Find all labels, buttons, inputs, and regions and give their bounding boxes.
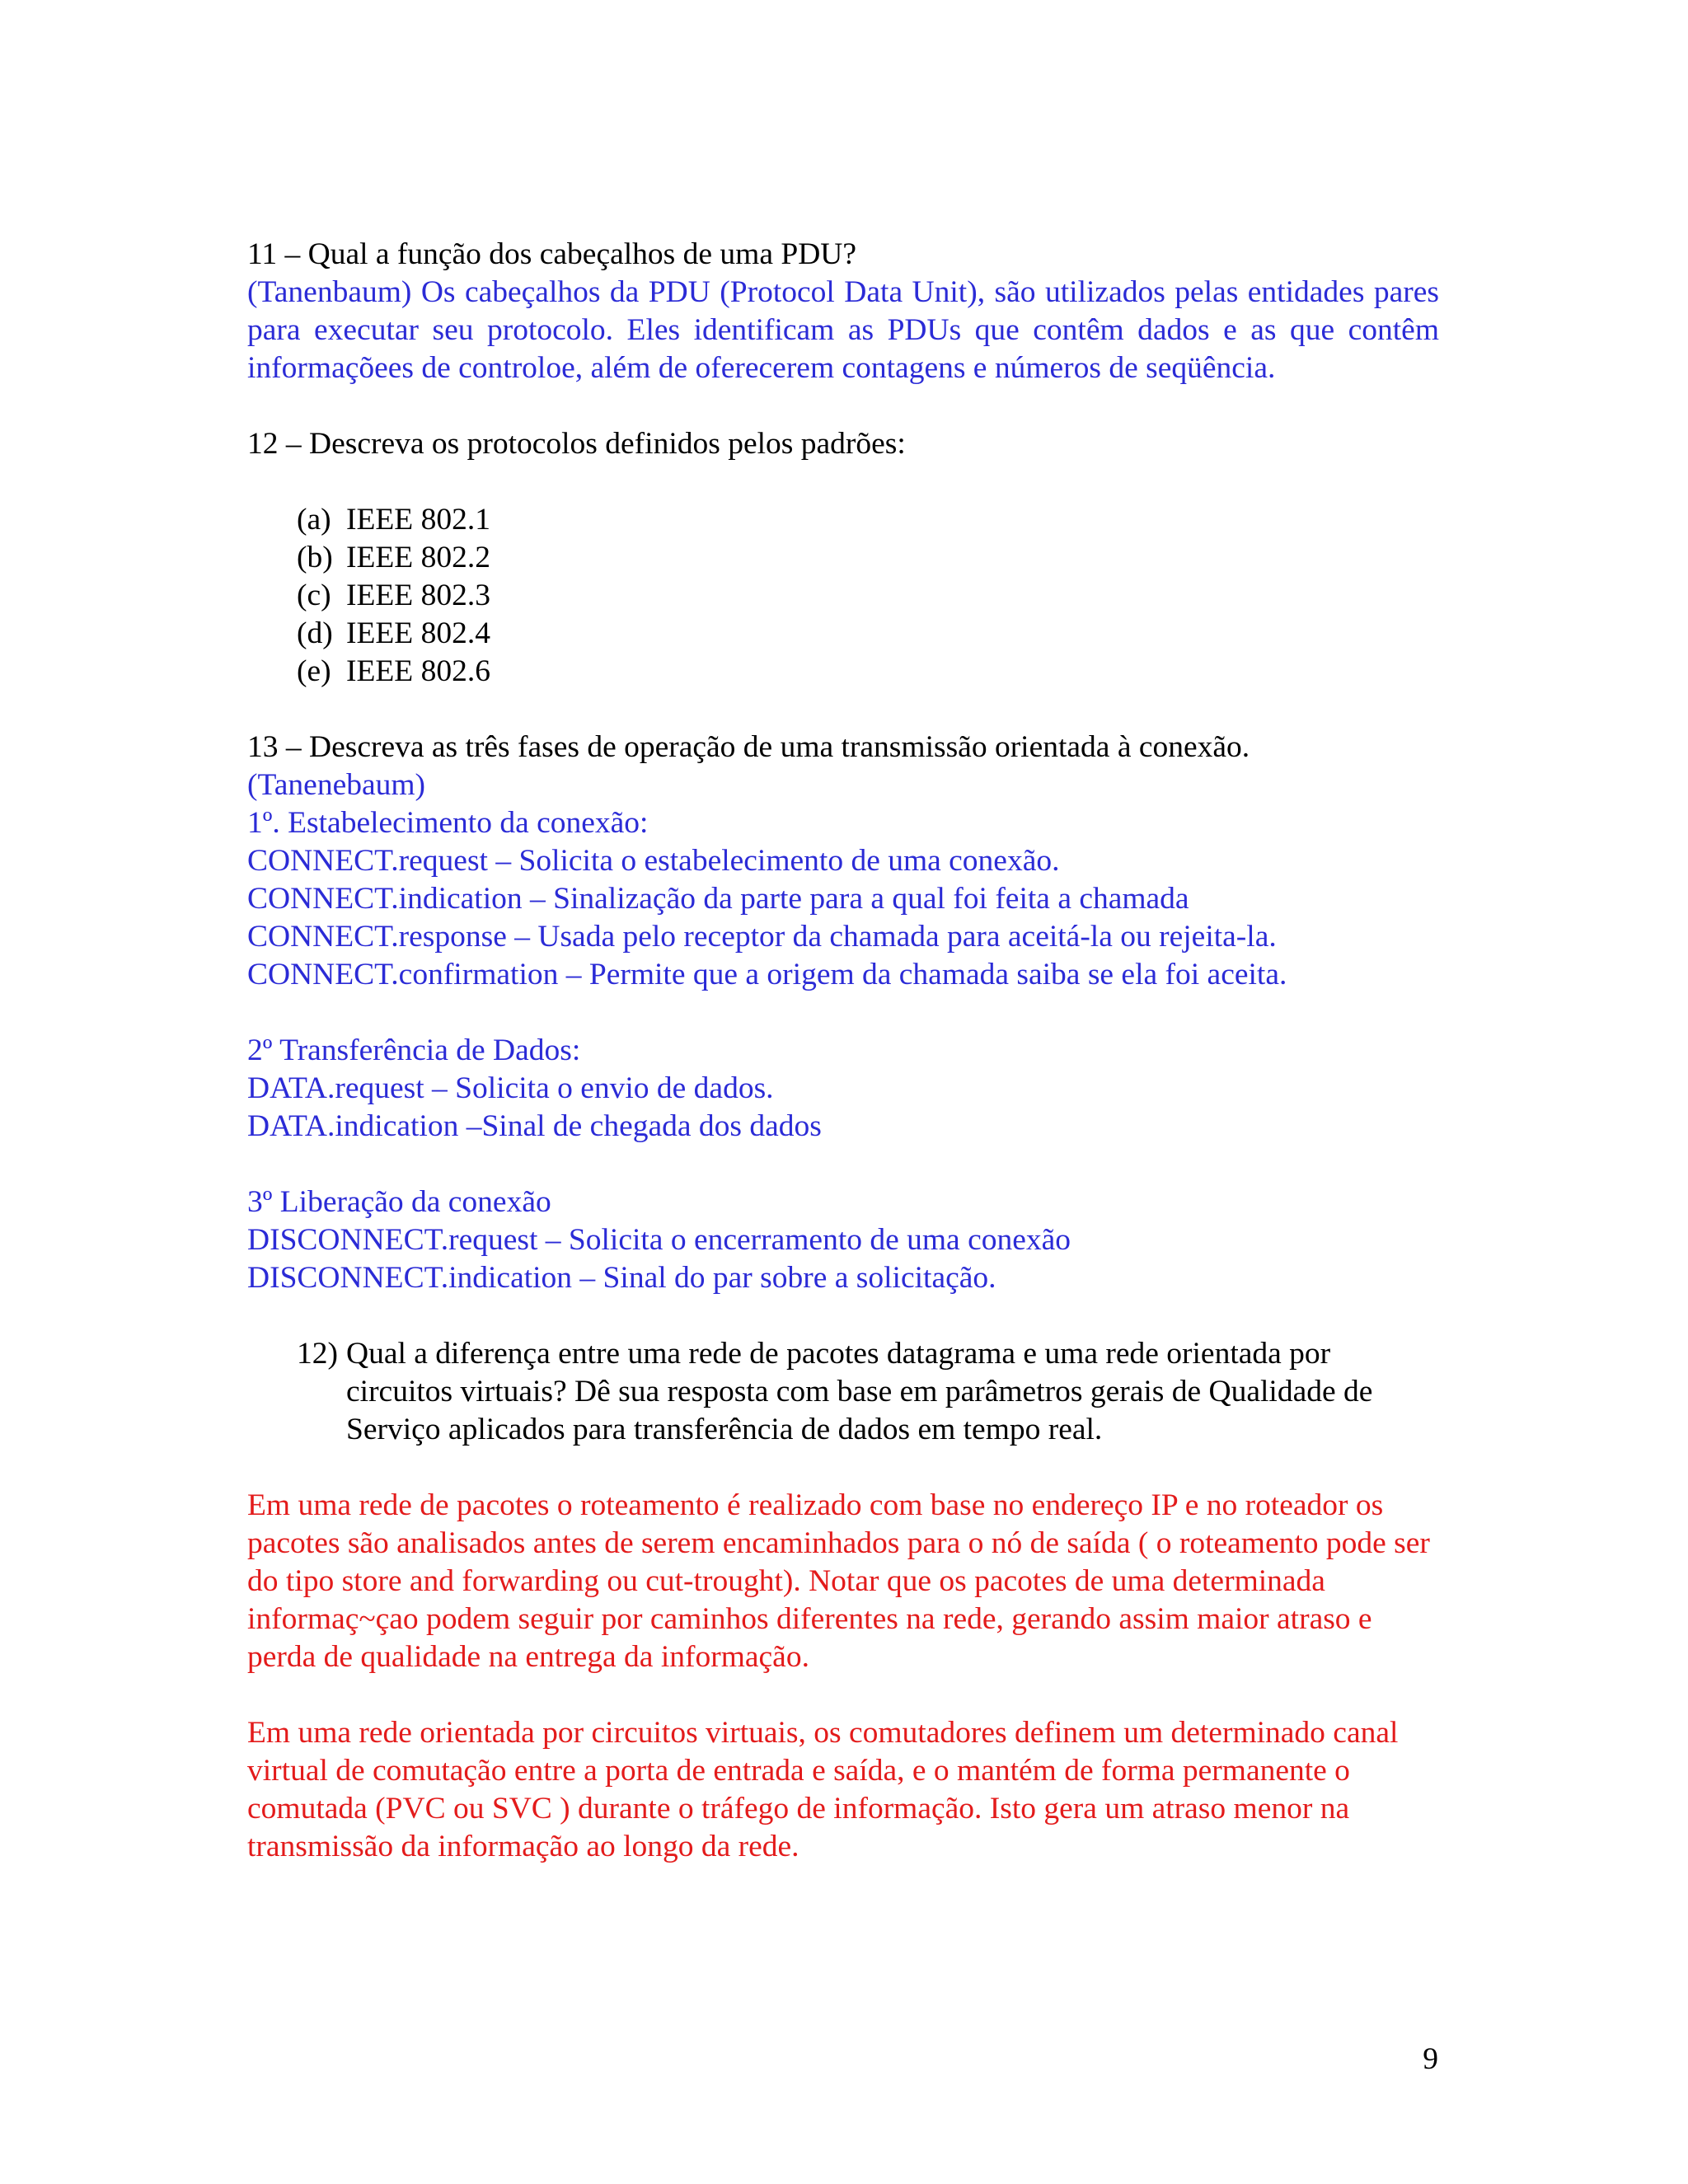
q12b-answer-1: Em uma rede de pacotes o roteamento é realizado com base no endereço IP e no roteador os pacotes são analisados antes de serem encaminhados para o nó de saída ( o roteamento pode ser do tipo store and forwarding ou cut-trought). Notar que os pacotes de uma determinada informaç~çao podem seguir por caminhos diferentes na rede, gerando assim maior atraso e perda de qualidade na entrega da informação. — [247, 1488, 1430, 1674]
page-number: 9 — [1423, 2042, 1438, 2076]
phase1-line: CONNECT.request – Solicita o estabelecimento de uma conexão. — [247, 844, 1060, 878]
phase1-title: 1º. Estabelecimento da conexão: — [247, 806, 649, 840]
phase2-title: 2º Transferência de Dados: — [247, 1033, 581, 1067]
list-item — [297, 539, 1439, 577]
list-item — [297, 615, 1439, 653]
list-item — [297, 653, 1439, 691]
q12-question: 12 – Descreva os protocolos definidos pelos padrões: — [247, 427, 906, 461]
spacer — [247, 691, 1439, 729]
list-item-label: (d) — [297, 616, 333, 650]
spacer — [247, 1676, 1439, 1714]
spacer — [247, 1146, 1439, 1183]
list-item-label: (e) — [297, 654, 331, 688]
spacer — [247, 463, 1439, 501]
list-item-text: IEEE 802.4 — [346, 616, 490, 650]
spacer — [247, 1297, 1439, 1335]
list-item-label: (a) — [297, 503, 331, 537]
spacer — [247, 1449, 1439, 1487]
spacer — [247, 387, 1439, 425]
phase1-line: CONNECT.response – Usada pelo receptor da chamada para aceitá-la ou rejeita-la. — [247, 920, 1277, 954]
list-item-text: IEEE 802.3 — [346, 579, 490, 612]
phase1-line: CONNECT.indication – Sinalização da parte para a qual foi feita a chamada — [247, 882, 1189, 916]
phase3-line: DISCONNECT.request – Solicita o encerramento de uma conexão — [247, 1223, 1071, 1257]
list-item-label: (c) — [297, 579, 331, 612]
phase3-title: 3º Liberação da conexão — [247, 1185, 551, 1219]
list-item — [297, 501, 1439, 539]
phase2-line: DATA.indication –Sinal de chegada dos dados — [247, 1109, 822, 1143]
q12-standards-list — [247, 501, 1439, 691]
phase2-line: DATA.request – Solicita o envio de dados. — [247, 1071, 774, 1105]
q12b-question: Qual a diferença entre uma rede de pacotes datagrama e uma rede orientada por circuitos virtuais? Dê sua resposta com base em parâmetros gerais de Qualidade de Serviço aplicados para transferência de dados em tempo real. — [346, 1337, 1373, 1446]
page-content — [247, 236, 1439, 1866]
q11-question: 11 – Qual a função dos cabeçalhos de uma PDU? — [247, 237, 856, 271]
q11-answer: (Tanenbaum) Os cabeçalhos da PDU (Protocol Data Unit), são utilizados pelas entidades pares para executar seu protocolo. Eles identificam as PDUs que contêm dados e as que contêm informaçõees de controloe, além de oferecerem contagens e números de seqüência. — [247, 275, 1439, 385]
spacer — [247, 994, 1439, 1032]
list-item-text: IEEE 802.2 — [346, 541, 490, 574]
q13-source: (Tanenebaum) — [247, 768, 426, 802]
q12b-answer-2: Em uma rede orientada por circuitos virtuais, os comutadores definem um determinado canal virtual de comutação entre a porta de entrada e saída, e o mantém de forma permanente o comutada (PVC ou SVC ) durante o tráfego de informação. Isto gera um atraso menor na transmissão da informação ao longo da rede. — [247, 1716, 1399, 1863]
list-item-text: IEEE 802.1 — [346, 503, 490, 537]
list-item-label: (b) — [297, 541, 333, 574]
q13-question: 13 – Descreva as três fases de operação de uma transmissão orientada à conexão. — [247, 730, 1250, 764]
phase3-line: DISCONNECT.indication – Sinal do par sobre a solicitação. — [247, 1261, 996, 1295]
q12b-question-block — [247, 1335, 1439, 1449]
q12b-number: 12) — [297, 1337, 338, 1371]
phase1-line: CONNECT.confirmation – Permite que a origem da chamada saiba se ela foi aceita. — [247, 958, 1287, 991]
list-item — [297, 577, 1439, 615]
list-item-text: IEEE 802.6 — [346, 654, 490, 688]
